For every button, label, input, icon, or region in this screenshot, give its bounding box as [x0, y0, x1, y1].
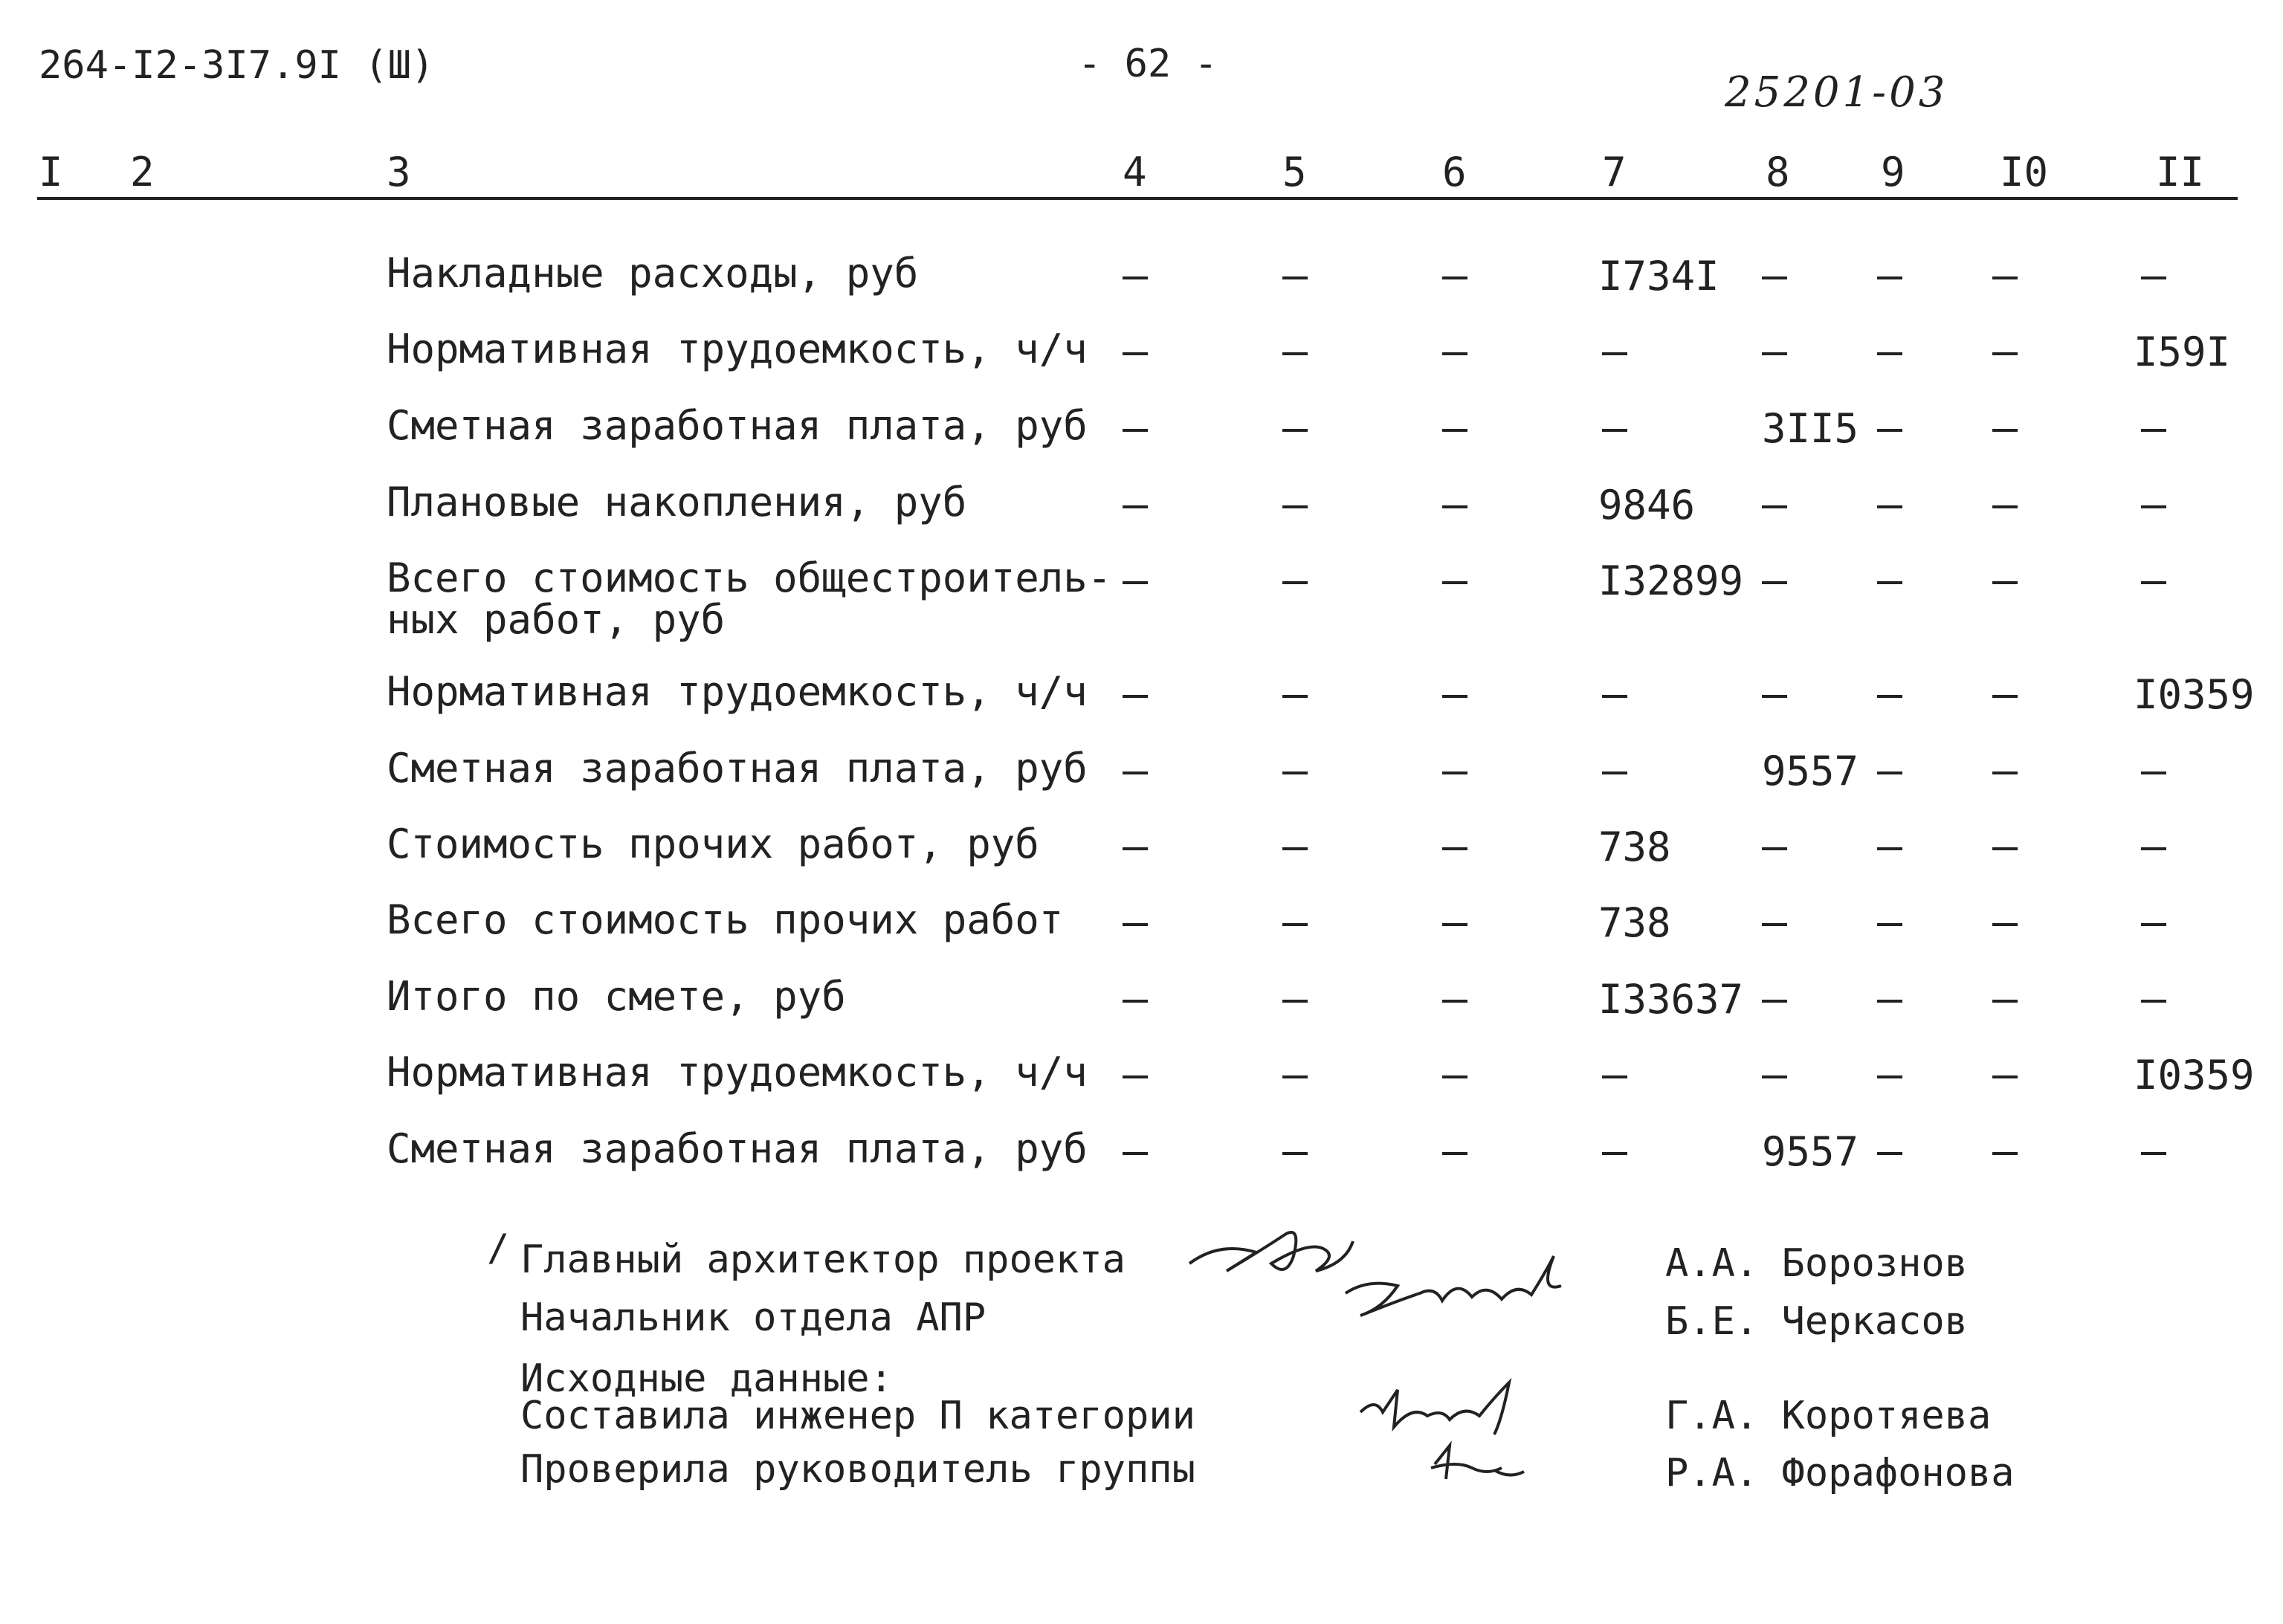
cell-value-c8: 9557	[1762, 748, 1859, 795]
cell-dash-c4	[1123, 1152, 1148, 1155]
cell-dash-c6	[1442, 771, 1467, 774]
cell-dash-c6	[1442, 695, 1467, 698]
cell-dash-c7	[1602, 352, 1627, 355]
cell-dash-c7	[1602, 1152, 1627, 1155]
cell-dash-c5	[1282, 505, 1308, 508]
cell-dash-c10	[1992, 505, 2018, 508]
cell-dash-c10	[1992, 1152, 2018, 1155]
cell-dash-c5	[1282, 847, 1308, 850]
row-label: Сметная заработная плата, руб	[387, 402, 1088, 449]
cell-dash-c5	[1282, 695, 1308, 698]
cell-dash-c8	[1762, 1000, 1787, 1003]
cell-dash-c5	[1282, 429, 1308, 432]
cell-dash-c9	[1877, 581, 1902, 584]
cell-dash-c4	[1123, 1000, 1148, 1003]
cell-dash-c9	[1877, 429, 1902, 432]
signature-role-chief-architect: Главный архитектор проекта	[520, 1238, 1126, 1282]
cell-dash-c6	[1442, 1152, 1467, 1155]
signature-borozenov	[1189, 1232, 1353, 1271]
cell-dash-c11	[2141, 771, 2166, 774]
cell-dash-c11	[2141, 581, 2166, 584]
row-label: Итого по смете, руб	[387, 973, 846, 1020]
cell-dash-c9	[1877, 276, 1902, 279]
column-number-9: 9	[1881, 149, 1905, 195]
cell-dash-c5	[1282, 1075, 1308, 1078]
column-number-6: 6	[1442, 149, 1467, 195]
cell-dash-c11	[2141, 505, 2166, 508]
tick-mark: /	[487, 1226, 510, 1269]
cell-dash-c5	[1282, 1152, 1308, 1155]
cell-dash-c8	[1762, 505, 1787, 508]
cell-value-c11: I0359	[2134, 1052, 2255, 1099]
cell-dash-c10	[1992, 1075, 2018, 1078]
cell-dash-c7	[1602, 429, 1627, 432]
cell-dash-c10	[1992, 581, 2018, 584]
cell-dash-c6	[1442, 276, 1467, 279]
cell-value-c7: I33637	[1598, 976, 1744, 1023]
cell-dash-c6	[1442, 429, 1467, 432]
signature-name-engineer: Г.А. Коротяева	[1665, 1394, 1992, 1438]
signature-korotyaeva	[1360, 1382, 1509, 1434]
row-label: Плановые накопления, руб	[387, 479, 967, 525]
cell-dash-c10	[1992, 771, 2018, 774]
cell-dash-c7	[1602, 771, 1627, 774]
row-label: Нормативная трудоемкость, ч/ч	[387, 1049, 1088, 1096]
cell-dash-c6	[1442, 352, 1467, 355]
cell-dash-c7	[1602, 1075, 1627, 1078]
row-label: Сметная заработная плата, руб	[387, 745, 1088, 792]
header-rule	[37, 197, 2238, 200]
cell-value-c7: I734I	[1598, 253, 1719, 300]
signature-name-department-head: Б.Е. Черкасов	[1665, 1299, 1968, 1344]
cell-dash-c8	[1762, 581, 1787, 584]
row-label: Нормативная трудоемкость, ч/ч	[387, 326, 1088, 372]
page-number: - 62 -	[1078, 42, 1218, 86]
cell-dash-c8	[1762, 847, 1787, 850]
cell-dash-c11	[2141, 276, 2166, 279]
signature-name-group-leader: Р.А. Форафонова	[1665, 1451, 2015, 1495]
cell-dash-c6	[1442, 1075, 1467, 1078]
cell-value-c7: I32899	[1598, 557, 1744, 604]
document-code: 264-I2-3I7.9I (Ш)	[39, 43, 435, 88]
cell-dash-c9	[1877, 847, 1902, 850]
cell-dash-c4	[1123, 695, 1148, 698]
cell-dash-c4	[1123, 505, 1148, 508]
cell-dash-c9	[1877, 505, 1902, 508]
cell-dash-c10	[1992, 695, 2018, 698]
cell-dash-c10	[1992, 276, 2018, 279]
cell-dash-c6	[1442, 581, 1467, 584]
signature-role-engineer: Исходные данные: Составила инженер П категории	[520, 1356, 1195, 1438]
cell-dash-c8	[1762, 695, 1787, 698]
row-label: Всего стоимость прочих работ	[387, 896, 1064, 943]
cell-dash-c11	[2141, 429, 2166, 432]
column-number-1: I	[39, 149, 63, 195]
cell-dash-c4	[1123, 581, 1148, 584]
handwritten-signatures-top	[1175, 1211, 1591, 1345]
column-number-8: 8	[1766, 149, 1790, 195]
cell-dash-c10	[1992, 923, 2018, 926]
cell-dash-c8	[1762, 276, 1787, 279]
signature-cherkasov	[1346, 1256, 1561, 1316]
column-number-2: 2	[130, 149, 155, 195]
column-number-5: 5	[1282, 149, 1307, 195]
signature-forafonova	[1431, 1446, 1524, 1479]
cell-dash-c6	[1442, 1000, 1467, 1003]
cell-value-c7: 738	[1598, 824, 1671, 870]
cell-dash-c4	[1123, 276, 1148, 279]
cell-dash-c10	[1992, 1000, 2018, 1003]
row-label: Сметная заработная плата, руб	[387, 1125, 1088, 1172]
cell-dash-c10	[1992, 847, 2018, 850]
column-number-7: 7	[1602, 149, 1627, 195]
cell-dash-c5	[1282, 352, 1308, 355]
cell-value-c7: 9846	[1598, 482, 1696, 528]
signature-role-department-head: Начальник отдела АПР	[520, 1295, 986, 1340]
cell-value-c7: 738	[1598, 899, 1671, 946]
cell-dash-c10	[1992, 352, 2018, 355]
cell-dash-c9	[1877, 695, 1902, 698]
column-number-4: 4	[1123, 149, 1147, 195]
cell-dash-c5	[1282, 923, 1308, 926]
stamp-number: 25201-03	[1725, 68, 1948, 117]
cell-dash-c9	[1877, 1075, 1902, 1078]
cell-dash-c9	[1877, 923, 1902, 926]
cell-dash-c8	[1762, 352, 1787, 355]
cell-value-c8: 9557	[1762, 1128, 1859, 1175]
cell-dash-c11	[2141, 923, 2166, 926]
cell-dash-c4	[1123, 352, 1148, 355]
column-number-3: 3	[387, 149, 411, 195]
cell-dash-c11	[2141, 1000, 2166, 1003]
cell-dash-c6	[1442, 505, 1467, 508]
cell-dash-c9	[1877, 1000, 1902, 1003]
signature-role-group-leader: Проверила руководитель группы	[520, 1447, 1195, 1492]
cell-dash-c4	[1123, 847, 1148, 850]
cell-dash-c8	[1762, 923, 1787, 926]
signature-name-chief-architect: А.А. Борознов	[1665, 1241, 1968, 1286]
cell-dash-c6	[1442, 923, 1467, 926]
cell-dash-c8	[1762, 1075, 1787, 1078]
cell-dash-c5	[1282, 1000, 1308, 1003]
cell-dash-c10	[1992, 429, 2018, 432]
cell-dash-c5	[1282, 771, 1308, 774]
cell-dash-c11	[2141, 1152, 2166, 1155]
row-label: Всего стоимость общестроитель- ных работ, руб	[387, 554, 1112, 643]
column-number-10: I0	[2000, 149, 2049, 195]
cell-dash-c4	[1123, 923, 1148, 926]
cell-dash-c9	[1877, 1152, 1902, 1155]
cell-value-c11: I0359	[2134, 671, 2255, 718]
cell-dash-c4	[1123, 429, 1148, 432]
row-label: Стоимость прочих работ, руб	[387, 821, 1039, 867]
cell-dash-c11	[2141, 847, 2166, 850]
cell-value-c11: I59I	[2134, 329, 2231, 375]
column-number-11: II	[2156, 149, 2205, 195]
cell-value-c8: 3II5	[1762, 405, 1859, 452]
row-label: Накладные расходы, руб	[387, 250, 919, 297]
cell-dash-c6	[1442, 847, 1467, 850]
cell-dash-c9	[1877, 771, 1902, 774]
cell-dash-c4	[1123, 771, 1148, 774]
cell-dash-c5	[1282, 581, 1308, 584]
cell-dash-c5	[1282, 276, 1308, 279]
cell-dash-c9	[1877, 352, 1902, 355]
cell-dash-c7	[1602, 695, 1627, 698]
handwritten-signatures-bottom	[1353, 1375, 1561, 1501]
row-label: Нормативная трудоемкость, ч/ч	[387, 668, 1088, 715]
cell-dash-c4	[1123, 1075, 1148, 1078]
